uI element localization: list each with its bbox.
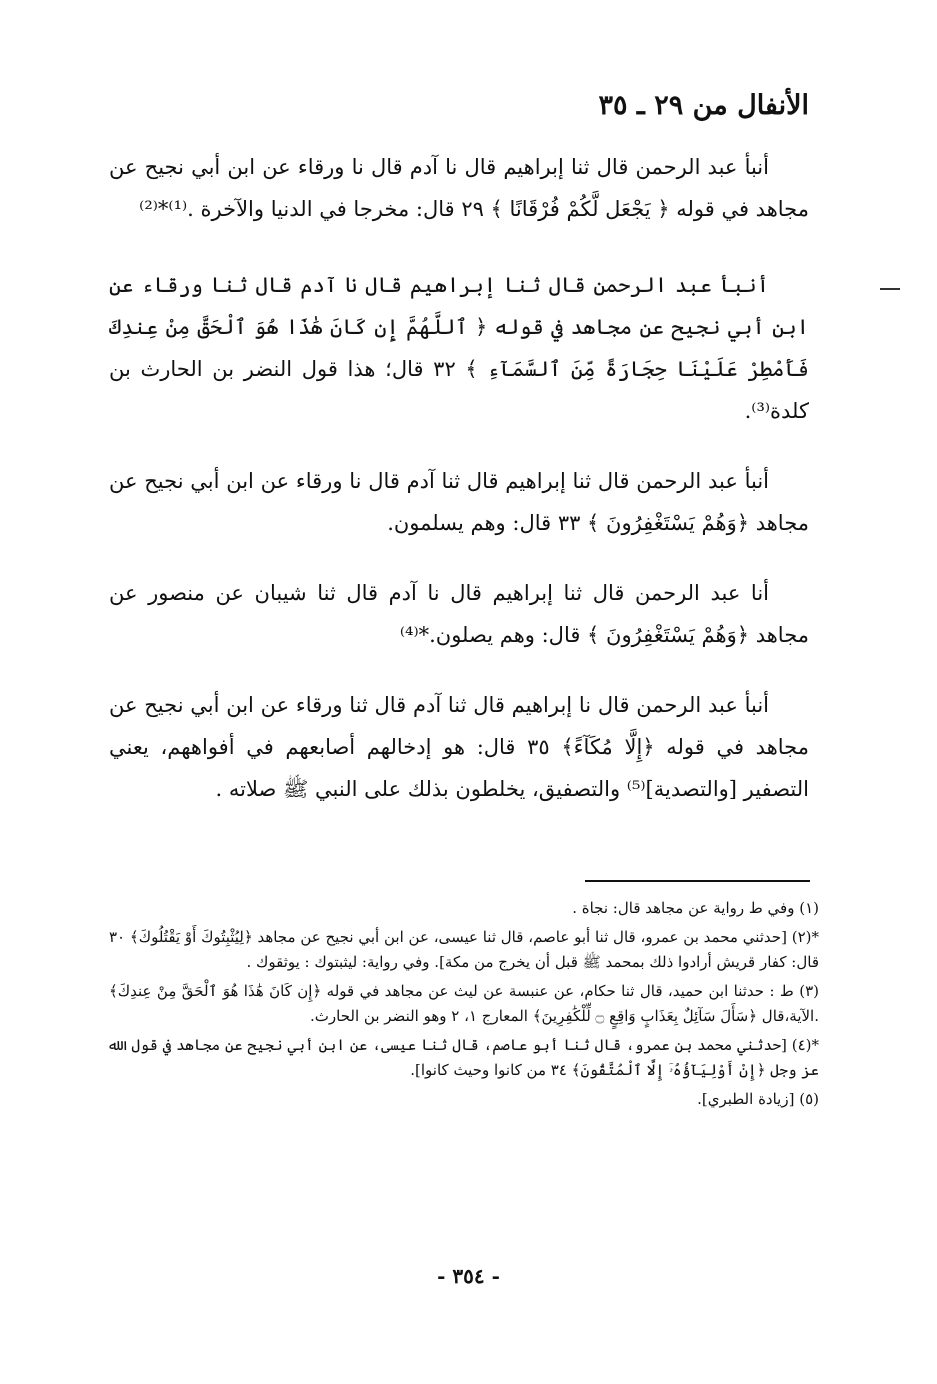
- footnote-1: (١) وفي ط رواية عن مجاهد قال: نجاة .: [572, 899, 819, 917]
- footnote-5: (٥) [زيادة الطبري].: [697, 1090, 819, 1108]
- footnote-3: (٣) ط : حدثنا ابن حميد، قال ثنا حكام، عن عنبسة عن ليث عن مجاهد في قوله ﴿إِن كَانَ هَٰذَا هُوَ ٱلْحَقَّ مِنْ عِندِكَ﴾ .الآية،قال ﴿سَأَلَ سَآئِلٌ بِعَذَابٍ وَاقِعٍ ۝ لِّلْكَٰفِرِينَ﴾ المعارج ١، ٢ وهو النضر بن الحارث.: [109, 982, 819, 1025]
- paragraph-narration-1: أنبأ عبد الرحمن قال ثنا إبراهيم قال نا آدم قال نا ورقاء عن ابن أبي نجيح عن مجاهد في قوله ﴿ يَجْعَل لَّكُمْ فُرْقَانًا ﴾ ٢٩ قال: مخرجا في الدنيا والآخرة .⁽¹⁾*⁽²⁾: [109, 155, 809, 221]
- footnote-2: *(٢) [حدثني محمد بن عمرو، قال ثنا أبو عاصم، قال ثنا عيسى، عن ابن أبي نجيح عن مجاهد ﴿لِيُثْبِتُوكَ أَوْ يَقْتُلُوكَ﴾ ٣٠ قال: كفار قريش أرادوا ذلك بمحمد ﷺ قبل أن يخرج من مكة]. وفي رواية: ليثبتوك : يوثقوك .: [109, 928, 819, 971]
- margin-mark: [880, 288, 900, 290]
- paragraph-narration-4: أنا عبد الرحمن قال ثنا إبراهيم قال نا آدم قال ثنا شيبان عن منصور عن مجاهد ﴿وَهُمْ يَسْتَغْفِرُونَ ﴾ قال: وهم يصلون.*⁽⁴⁾: [109, 581, 809, 647]
- main-text-body: [109, 146, 809, 838]
- paragraph-narration-5: أنبأ عبد الرحمن قال نا إبراهيم قال ثنا آدم قال ثنا ورقاء عن ابن أبي نجيح عن مجاهد في قوله ﴿إِلَّا مُكَآءً﴾ ٣٥ قال: هو إدخالهم أصابعهم في أفواههم، يعني التصفير [والتصدية]⁽⁵⁾ والتصفيق، يخلطون بذلك على النبي ﷺ صلاته .: [109, 693, 809, 801]
- paragraph-narration-3: أنبأ عبد الرحمن قال ثنا إبراهيم قال ثنا آدم قال نا ورقاء عن ابن أبي نجيح عن مجاهد ﴿وَهُمْ يَسْتَغْفِرُونَ ﴾ ٣٣ قال: وهم يسلمون.: [109, 469, 809, 535]
- footnotes-section: [109, 896, 819, 1116]
- footnote-separator: [585, 880, 810, 882]
- page-title: الأنفال من ٢٩ ـ ٣٥: [598, 90, 809, 121]
- footnote-4: *(٤) [حدثني محمد بن عمرو، قال ثنا أبو عاصم، قال ثنا عيسى، عن ابن أبي نجيح عن مجاهد في قول الله عز وجل ﴿إِنْ أَوْلِيَآؤُهُۥٓ إِلَّا ٱلْمُتَّقُونَ﴾ ٣٤ من كانوا وحيث كانوا].: [109, 1036, 819, 1079]
- page-number: - ٣٥٤ -: [437, 1264, 500, 1288]
- paragraph-narration-2: أنبأ عبد الرحمن قال ثنا إبراهيم قال نا آدم قال ثنا ورقاء عن ابن أبي نجيح عن مجاهد في قوله ﴿ ٱللَّهُمَّ إِن كَانَ هَٰذَا هُوَ ٱلْحَقَّ مِنْ عِندِكَ فَأَمْطِرْ عَلَيْنَا حِجَارَةً مِّنَ ٱلسَّمَآءِ ﴾ ٣٢ قال؛ هذا قول النضر بن الحارث بن كلدة⁽³⁾.: [109, 273, 809, 423]
